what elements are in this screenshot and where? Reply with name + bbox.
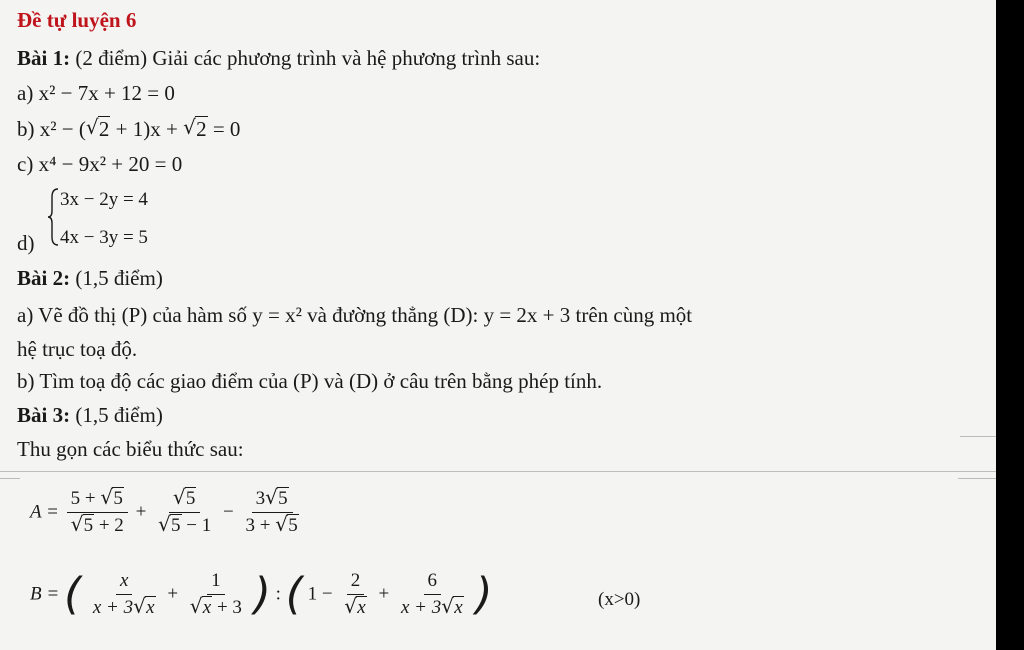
equation-b-part: = 0 — [207, 117, 241, 141]
table-corner-mark — [958, 478, 996, 479]
radicand: 5 — [83, 515, 94, 536]
operator: − — [321, 583, 333, 605]
system-brace — [47, 187, 59, 247]
bai1-b — [17, 117, 240, 141]
item-label: a) — [17, 81, 34, 105]
constant: 1 — [307, 583, 318, 605]
fraction — [241, 488, 302, 537]
equation-a: x² − 7x + 12 = 0 — [38, 81, 175, 105]
fraction — [397, 570, 468, 619]
equation-b-part: x² − ( — [39, 117, 86, 141]
numerator: 1 — [207, 570, 225, 595]
close-paren: ) — [253, 568, 271, 620]
document-title: Đề tự luyện 6 — [17, 8, 137, 32]
radicand: x — [357, 597, 366, 618]
bai1-label: Bài 1: — [17, 46, 71, 70]
operator: − — [223, 501, 234, 523]
bai3-label: Bài 3: — [17, 403, 71, 427]
bai1-d-label: d) — [17, 231, 35, 255]
sqrt-symbol — [173, 488, 197, 510]
operator: + — [378, 583, 390, 605]
section-divider — [0, 471, 996, 472]
operator: : — [275, 583, 281, 605]
equation-b-part: + 1)x + — [110, 117, 184, 141]
numerator-part: 5 + — [70, 488, 101, 509]
numerator-part: 3 — [255, 488, 266, 509]
radicand: x — [146, 597, 155, 618]
numerator: x — [116, 570, 132, 595]
bai2-heading-line — [17, 266, 163, 290]
sqrt-symbol — [133, 597, 155, 619]
bai2-desc: (1,5 điểm) — [75, 266, 163, 290]
sqrt-symbol — [158, 515, 182, 537]
radicand: 5 — [113, 488, 123, 509]
system-eq1: 3x − 2y = 4 — [60, 189, 148, 210]
bai2-a-line1: a) Vẽ đồ thị (P) của hàm số y = x² và đường thẳng (D): y = 2x + 3 trên cùng một — [17, 303, 693, 327]
denominator-part: x + 3 — [400, 597, 442, 618]
table-corner-mark — [0, 478, 20, 479]
denominator-part: − 1 — [181, 515, 212, 536]
fraction — [154, 488, 215, 537]
open-paren: ( — [63, 568, 82, 620]
item-label: c) — [17, 152, 34, 176]
sqrt-symbol — [100, 488, 124, 510]
radicand: x — [454, 597, 463, 618]
system-eq2: 4x − 3y = 5 — [60, 227, 148, 248]
radicand: 5 — [288, 515, 298, 536]
bai3-heading-line — [17, 403, 163, 427]
close-paren: ) — [475, 568, 493, 620]
sqrt-symbol — [265, 488, 289, 510]
bai1-desc: (2 điểm) Giải các phương trình và hệ phương trình sau: — [75, 46, 541, 70]
bai2-a-line2: hệ trục toạ độ. — [17, 337, 138, 361]
denominator-part: x + 3 — [92, 597, 134, 618]
expr-name: A = — [30, 501, 59, 523]
sqrt-symbol — [86, 117, 111, 141]
numerator: 2 — [347, 570, 365, 595]
sqrt-symbol — [344, 597, 366, 619]
radicand: 2 — [196, 117, 207, 141]
bai1-heading-line — [17, 46, 540, 70]
expr-name: B = — [30, 583, 60, 605]
bai3-desc: (1,5 điểm) — [75, 403, 163, 427]
bai2-b-line: b) Tìm toạ độ các giao điểm của (P) và (D) ở câu trên bằng phép tính. — [17, 369, 603, 393]
fraction — [89, 570, 160, 619]
bai2-label: Bài 2: — [17, 266, 71, 290]
sqrt-symbol — [183, 117, 208, 141]
sqrt-symbol — [190, 597, 212, 619]
radicand: 5 — [278, 488, 288, 509]
fraction — [67, 488, 128, 537]
operator: + — [167, 583, 179, 605]
denominator-part: + 3 — [212, 597, 242, 618]
expression-a — [30, 488, 306, 537]
sqrt-symbol — [71, 515, 95, 537]
numerator: 6 — [424, 570, 442, 595]
bai3-intro: Thu gọn các biểu thức sau: — [17, 437, 244, 461]
radicand: 2 — [98, 117, 110, 141]
operator: + — [135, 501, 147, 523]
sqrt-symbol — [275, 515, 299, 537]
condition-text: (x>0) — [598, 589, 641, 610]
radicand: x — [202, 597, 212, 618]
fraction — [340, 570, 370, 619]
fraction — [186, 570, 246, 619]
equation-c: x⁴ − 9x² + 20 = 0 — [38, 152, 183, 176]
radicand: 5 — [171, 515, 181, 536]
expression-b — [30, 570, 493, 619]
item-label: b) — [17, 117, 35, 141]
sqrt-symbol — [441, 597, 463, 619]
bai1-a — [17, 81, 175, 105]
radicand: 5 — [185, 488, 196, 509]
bai1-c — [17, 152, 182, 176]
denominator-part: + 2 — [94, 515, 124, 536]
table-corner-mark — [960, 436, 996, 437]
denominator-part: 3 + — [245, 515, 276, 536]
open-paren: ( — [285, 568, 303, 620]
